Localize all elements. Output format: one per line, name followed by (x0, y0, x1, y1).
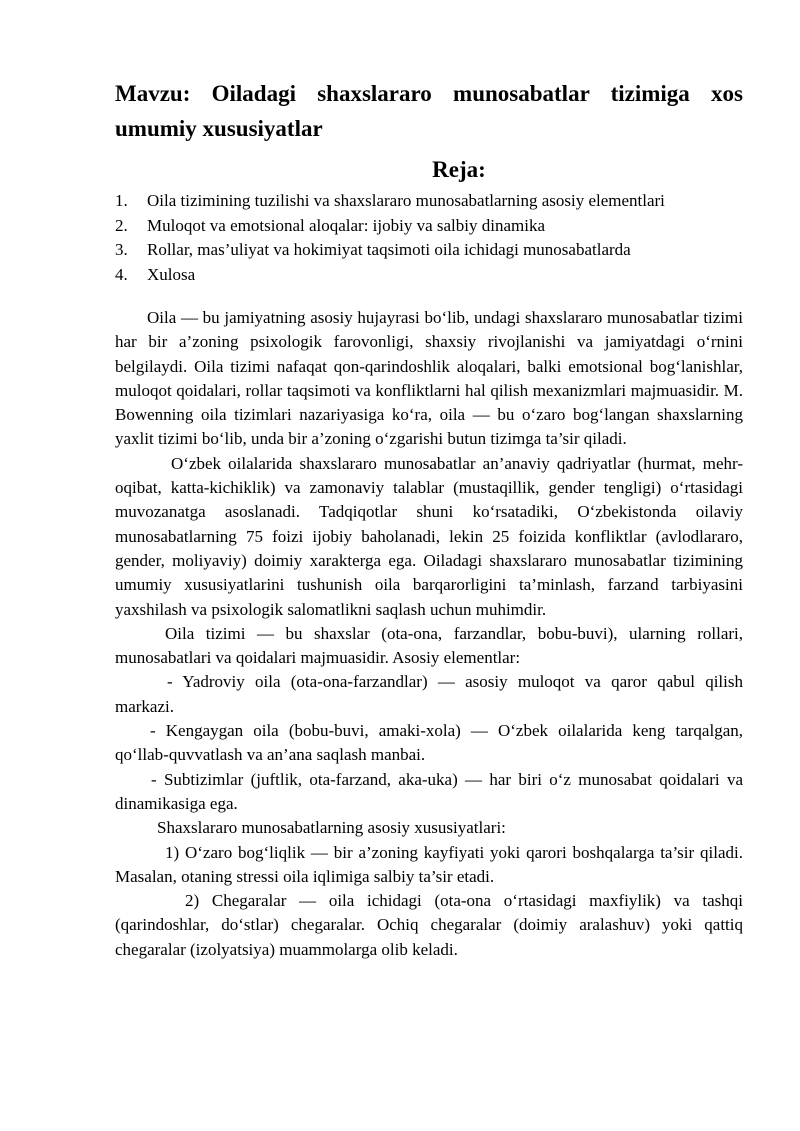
plan-heading: Reja: (432, 157, 486, 182)
body-paragraph: O‘zbek oilalarida shaxslararo munosabatlar an’anaviy qadriyatlar (hurmat, mehr-oqibat, katta-kichiklik) va zamonaviy talablar (mustaqillik, gender tengligi) o‘rtasidagi muvozanatga asoslanadi. Tadqiqotlar shuni ko‘rsatadiki, O‘zbekistonda oilaviy munosabatlarning 75 foizi ijobiy baholanadi, lekin 25 foizida konfliktlar (avlodlararo, gender, moliyaviy) doimiy xarakterga ega. Oiladagi shaxslararo munosabatlar tizimining umumiy xususiyatlarini tushunish oila barqarorligini ta’minlash, farzand tarbiyasini yaxshilash va psixologik salomatlikni saqlash uchun muhimdir. (115, 453, 743, 619)
plan-list (115, 189, 743, 287)
plan-item-text: Oila tizimining tuzilishi va shaxslararo munosabatlarning asosiy elementlari (147, 191, 665, 210)
plan-item-number: 4. (115, 264, 128, 284)
body-paragraph: Shaxslararo munosabatlarning asosiy xususiyatlari: (157, 818, 506, 838)
plan-item (115, 263, 743, 288)
bullet-paragraph: - Kengaygan oila (bobu-buvi, amaki-xola) — O‘zbek oilalarida keng tarqalgan, qo‘llab-quvvatlash va an’ana saqlash manbai. (115, 721, 743, 765)
plan-item-text: Rollar, mas’uliyat va hokimiyat taqsimoti oila ichidagi munosabatlarda (147, 240, 631, 259)
plan-item-text: Xulosa (147, 264, 196, 284)
plan-item-number: 2. (115, 215, 128, 235)
body-paragraph: Oila — bu jamiyatning asosiy hujayrasi bo‘lib, undagi shaxslararo munosabatlar tizimi har bir a’zoning psixologik farovonligi, shaxsiy rivojlanishi va jamiyatdagi o‘rnini belgilaydi. Oila tizimi nafaqat qon-qarindoshlik aloqalari, balki emotsional bog‘lanishlar, muloqot qoidalari, rollar taqsimoti va konfliktlarni hal qilish mexanizmlari majmuasidir. M. Bowenning oila tizimlari nazariyasiga ko‘ra, oila — bu o‘zaro bog‘langan shaxslarning yaxlit tizimi bo‘lib, unda bir a’zoning o‘zgarishi butun tizimga ta’sir qiladi. (115, 308, 743, 449)
plan-item-number: 1. (115, 191, 128, 210)
plan-item (115, 214, 743, 239)
bullet-paragraph: - Subtizimlar (juftlik, ota-farzand, aka-uka) — har biri o‘z munosabat qoidalari va dinamikasiga ega. (115, 769, 743, 813)
bullet-paragraph: - Yadroviy oila (ota-ona-farzandlar) — asosiy muloqot va qaror qabul qilish markazi. (115, 672, 743, 716)
document-page (115, 76, 743, 962)
plan-item-number: 3. (115, 240, 128, 259)
numbered-paragraph: 2) Chegaralar — oila ichidagi (ota-ona o‘rtasidagi maxfiylik) va tashqi (qarindoshlar, do‘stlar) chegaralar. Ochiq chegaralar (doimiy aralashuv) yoki qattiq chegaralar (izolyatsiya) muammolarga olib keladi. (115, 891, 743, 959)
numbered-paragraph: 1) O‘zaro bog‘liqlik — bir a’zoning kayfiyati yoki qarori boshqalarga ta’sir qiladi. Masalan, otaning stressi oila iqlimiga salbiy ta’sir etadi. (115, 842, 743, 886)
plan-item-text: Muloqot va emotsional aloqalar: ijobiy va salbiy dinamika (147, 215, 546, 235)
section-spacer (115, 287, 743, 306)
plan-item (115, 238, 743, 263)
document-title: Mavzu: Oiladagi shaxslararo munosabatlar tizimiga xos umumiy xususiyatlar (115, 81, 743, 141)
plan-item (115, 189, 743, 214)
body-paragraph: Oila tizimi — bu shaxslar (ota-ona, farzandlar, bobu-buvi), ularning rollari, munosabatlari va qoidalari majmuasidir. Asosiy elementlar: (115, 623, 743, 668)
